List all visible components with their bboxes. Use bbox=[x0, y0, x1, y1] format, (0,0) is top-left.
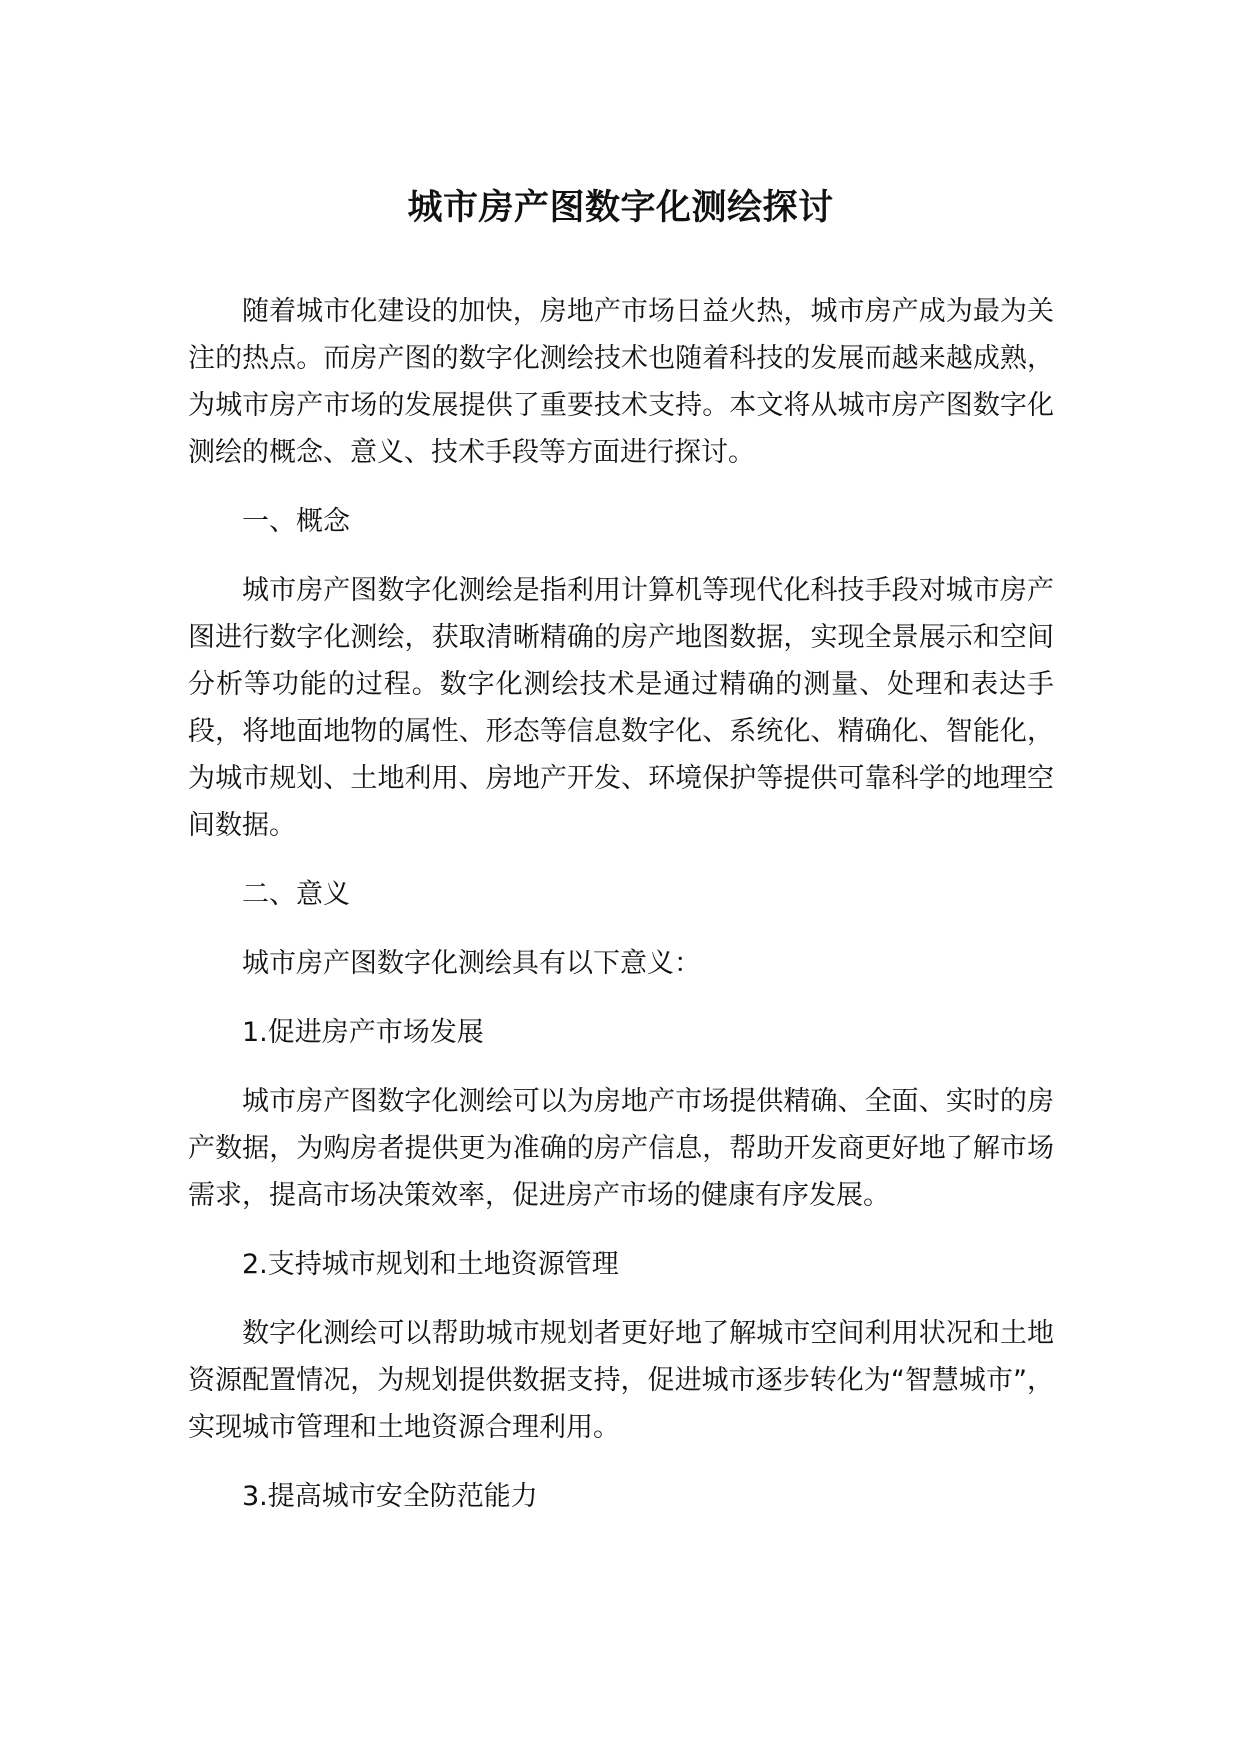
market-paragraph: 城市房产图数字化测绘可以为房地产市场提供精确、全面、实时的房产数据，为购房者提供更为准确的房产信息，帮助开发商更好地了解市场需求，提高市场决策效率，促进房产市场的健康有序发展。 bbox=[188, 1086, 1054, 1211]
document-title: 城市房产图数字化测绘探讨 bbox=[407, 188, 834, 228]
subheading-planning: 2.支持城市规划和土地资源管理 bbox=[242, 1249, 619, 1280]
planning-paragraph: 数字化测绘可以帮助城市规划者更好地了解城市空间利用状况和土地资源配置情况，为规划提供数据支持，促进城市逐步转化为“智慧城市”，实现城市管理和土地资源合理利用。 bbox=[188, 1318, 1054, 1443]
section-heading-significance: 二、意义 bbox=[242, 879, 350, 910]
intro-paragraph: 随着城市化建设的加快，房地产市场日益火热，城市房产成为最为关注的热点。而房产图的数字化测绘技术也随着科技的发展而越来越成熟，为城市房产市场的发展提供了重要技术支持。本文将从城市房产图数字化测绘的概念、意义、技术手段等方面进行探讨。 bbox=[188, 296, 1054, 468]
document-body bbox=[188, 288, 1054, 1542]
concept-paragraph: 城市房产图数字化测绘是指利用计算机等现代化科技手段对城市房产图进行数字化测绘，获取清晰精确的房产地图数据，实现全景展示和空间分析等功能的过程。数字化测绘技术是通过精确的测量、处理和表达手段，将地面地物的属性、形态等信息数字化、系统化、精确化、智能化，为城市规划、土地利用、房地产开发、环境保护等提供可靠科学的地理空间数据。 bbox=[188, 575, 1054, 841]
subheading-market: 1.促进房产市场发展 bbox=[242, 1017, 484, 1048]
subheading-safety: 3.提高城市安全防范能力 bbox=[242, 1481, 538, 1512]
significance-intro-paragraph: 城市房产图数字化测绘具有以下意义： bbox=[242, 948, 701, 979]
section-heading-concept: 一、概念 bbox=[242, 506, 350, 537]
